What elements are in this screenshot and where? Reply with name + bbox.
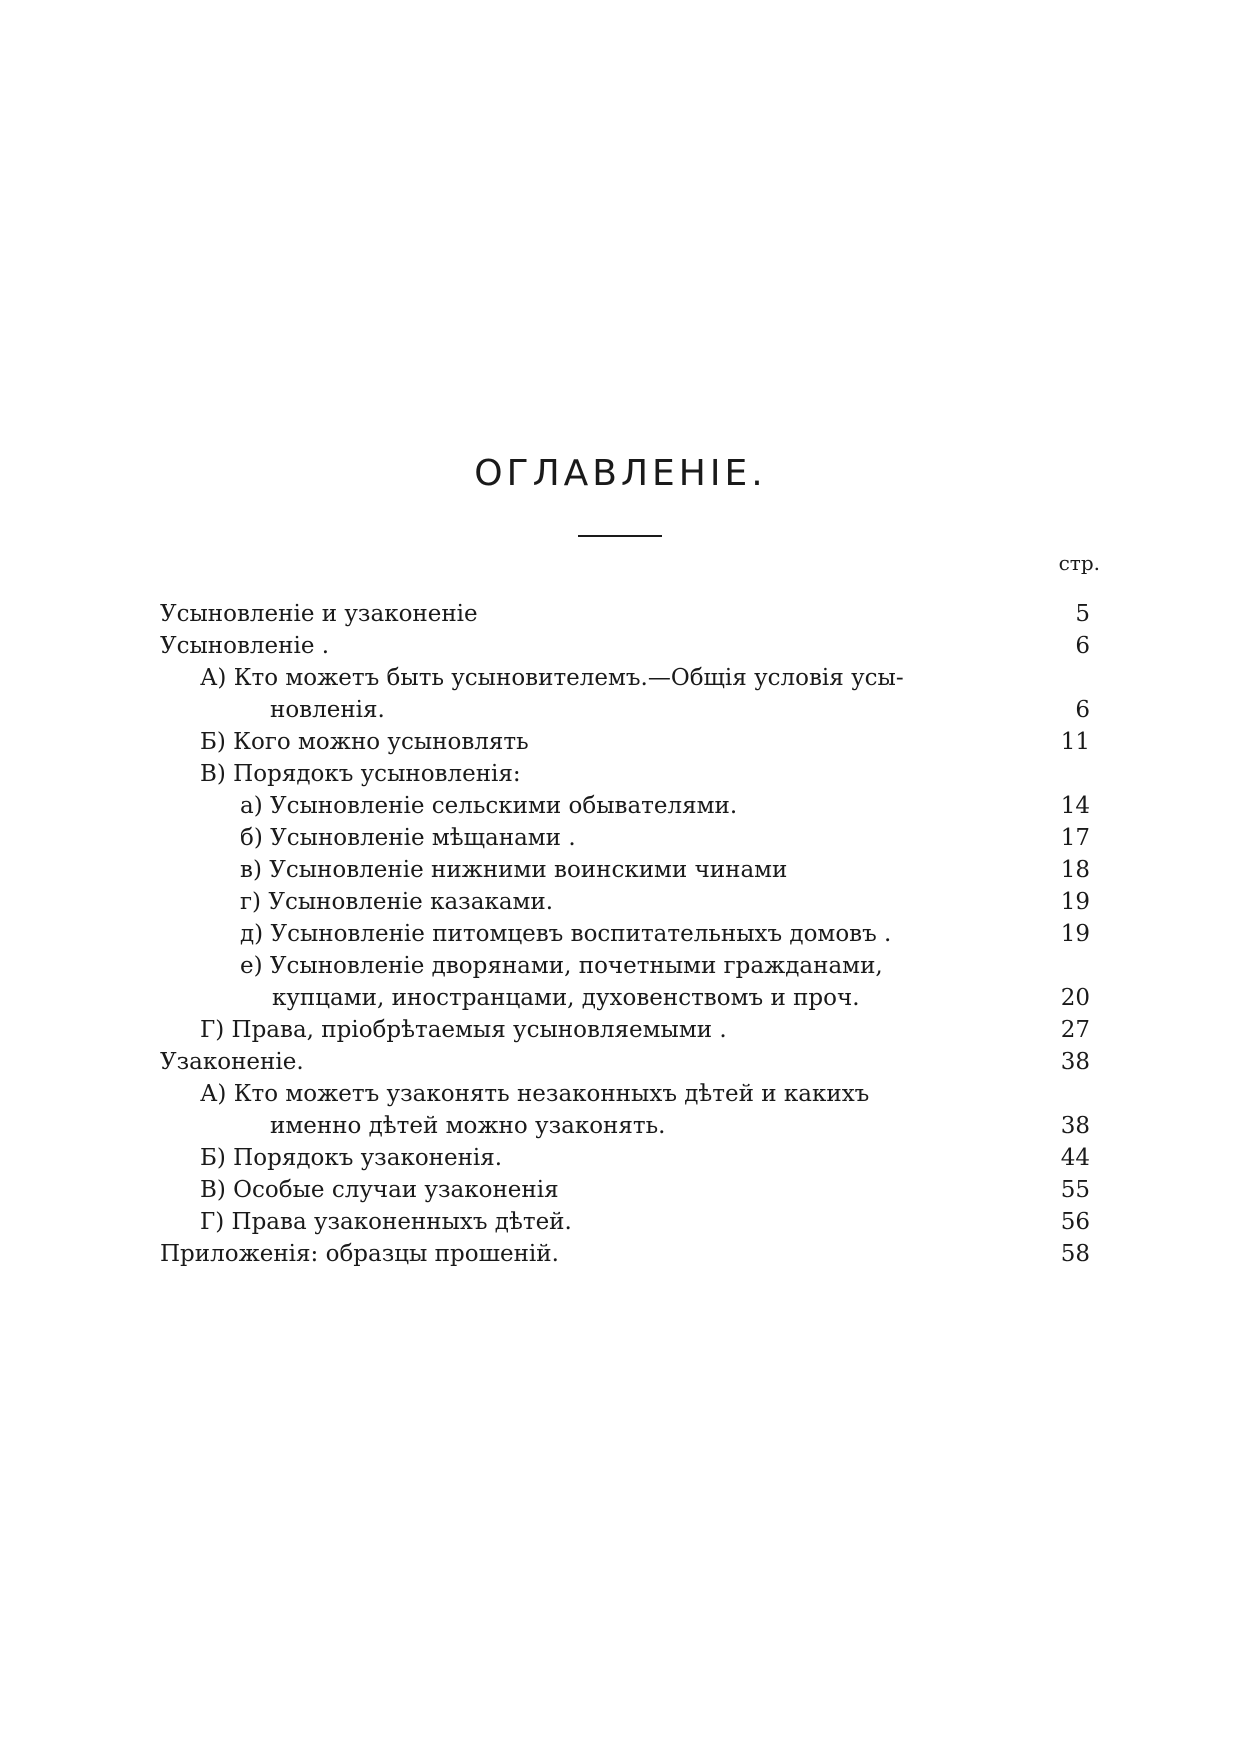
- toc-entry-text: е) Усыновленіе дворянами, почетными гражданами,: [240, 953, 883, 979]
- toc-entry-text: б) Усыновленіе мѣщанами .: [240, 825, 576, 851]
- toc-entry-page: 56: [1060, 1209, 1090, 1235]
- toc-entry-page: 19: [1060, 921, 1090, 947]
- toc-entry-text: Приложенія: образцы прошеній.: [160, 1241, 559, 1267]
- toc-entry-page: 5: [1075, 601, 1090, 627]
- toc-entry-text: А) Кто можетъ быть усыновителемъ.—Общія условія усы-: [200, 665, 904, 691]
- toc-entry-text: Г) Права, пріобрѣтаемыя усыновляемыми .: [200, 1017, 727, 1043]
- toc-entry-text: Б) Порядокъ узаконенія.: [200, 1145, 503, 1171]
- toc-entry-page: 27: [1060, 1017, 1090, 1043]
- toc-entry-page: [1010, 758, 1090, 790]
- toc-entry-text: именно дѣтей можно узаконять.: [270, 1113, 666, 1139]
- toc-entry-text: Узаконеніе.: [160, 1049, 304, 1075]
- toc-entry-page: 38: [1060, 1049, 1090, 1075]
- page-title: ОГЛАВЛЕНІЕ.: [474, 453, 767, 494]
- toc-entry-page: [1010, 1078, 1090, 1110]
- toc-entry-text: д) Усыновленіе питомцевъ воспитательныхъ домовъ .: [240, 921, 892, 947]
- toc-entry-text: Г) Права узаконенныхъ дѣтей.: [200, 1209, 572, 1235]
- toc-entry-text: а) Усыновленіе сельскими обывателями.: [240, 793, 738, 819]
- toc-entry-text: Б) Кого можно усыновлять: [200, 729, 529, 755]
- toc-entry-page: 11: [1060, 729, 1090, 755]
- toc-entry-page: 19: [1060, 889, 1090, 915]
- toc-entry-page: 18: [1060, 857, 1090, 883]
- toc-entry-text: г) Усыновленіе казаками.: [240, 889, 554, 915]
- toc-entry-page: 55: [1060, 1177, 1090, 1203]
- toc-entry-page: 14: [1060, 793, 1090, 819]
- toc-entry-text: купцами, иностранцами, духовенствомъ и проч.: [272, 985, 860, 1011]
- toc-entry-page: 6: [1075, 633, 1090, 659]
- toc-entry-text: В) Особые случаи узаконенія: [200, 1177, 559, 1203]
- toc-entry-page: [1010, 662, 1090, 694]
- toc-entry-text: новленія.: [270, 697, 385, 723]
- toc-entry-page: 38: [1060, 1113, 1090, 1139]
- toc-entry-page: 58: [1060, 1241, 1090, 1267]
- toc-entry-text: в) Усыновленіе нижними воинскими чинами: [240, 857, 788, 883]
- toc-entry-page: 44: [1060, 1145, 1090, 1171]
- toc-entry-text: Усыновленіе и узаконеніе: [160, 601, 478, 627]
- toc-entry-text: Усыновленіе .: [160, 633, 330, 659]
- page-column-label: стр.: [1058, 551, 1100, 575]
- toc-entry-page: [1010, 950, 1090, 982]
- toc-entry-page: 20: [1060, 985, 1090, 1011]
- toc-entry-page: 17: [1060, 825, 1090, 851]
- title-divider: [578, 535, 662, 537]
- toc-entry-text: В) Порядокъ усыновленія:: [200, 761, 521, 787]
- toc-entry-page: 6: [1075, 697, 1090, 723]
- toc-entry-text: А) Кто можетъ узаконять незаконныхъ дѣтей и какихъ: [200, 1081, 870, 1107]
